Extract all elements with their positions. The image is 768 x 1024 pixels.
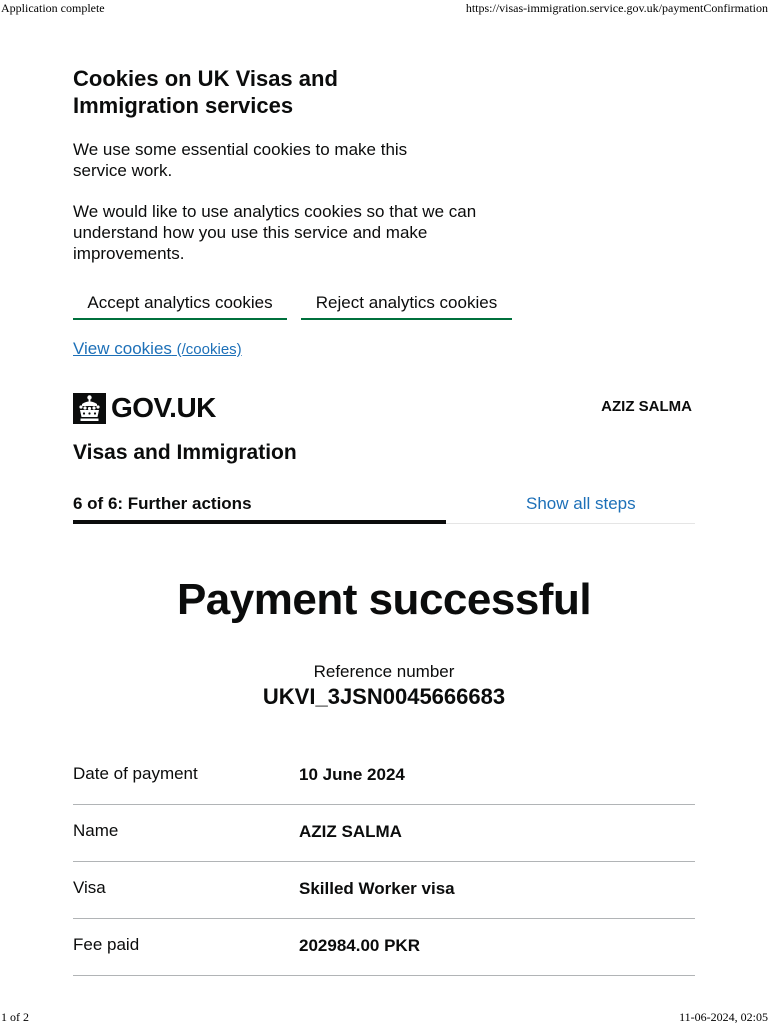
print-datetime: 11-06-2024, 02:05 bbox=[679, 1010, 768, 1024]
summary-row-visa bbox=[73, 862, 695, 919]
accept-analytics-cookies-button[interactable]: Accept analytics cookies bbox=[73, 288, 287, 320]
reference-number-value: UKVI_3JSN0045666683 bbox=[262, 684, 506, 709]
view-cookies-link[interactable] bbox=[73, 339, 242, 359]
step-progress-fill bbox=[73, 520, 446, 524]
step-progress-label: 6 of 6: Further actions bbox=[73, 494, 252, 513]
crown-icon bbox=[73, 393, 106, 424]
cookie-banner-paragraph-2: We would like to use analytics cookies so that we can understand how you use this service and make improvements. bbox=[73, 202, 477, 263]
page-title: Payment successful bbox=[176, 575, 592, 624]
summary-value: 10 June 2024 bbox=[299, 765, 405, 784]
reference-number-label: Reference number bbox=[313, 662, 455, 681]
show-all-steps-link[interactable]: Show all steps bbox=[526, 494, 636, 513]
summary-key: Name bbox=[73, 821, 119, 840]
service-name: Visas and Immigration bbox=[73, 441, 297, 464]
summary-value: AZIZ SALMA bbox=[299, 822, 402, 841]
govuk-logo-link[interactable] bbox=[73, 392, 216, 424]
summary-row-fee-paid bbox=[73, 919, 695, 976]
view-cookies-link-path: (/cookies) bbox=[176, 341, 242, 358]
summary-key: Visa bbox=[73, 878, 106, 897]
view-cookies-link-text: View cookies bbox=[73, 339, 172, 358]
summary-key: Date of payment bbox=[73, 764, 198, 783]
print-page-count: 1 of 2 bbox=[1, 1010, 29, 1024]
summary-row-name bbox=[73, 805, 695, 862]
print-page-title: Application complete bbox=[1, 1, 105, 15]
cookie-banner-paragraph-1: We use some essential cookies to make this service work. bbox=[73, 140, 408, 180]
payment-summary-list bbox=[73, 748, 695, 976]
reject-analytics-cookies-button[interactable]: Reject analytics cookies bbox=[301, 288, 512, 320]
govuk-logo-text: GOV.UK bbox=[111, 392, 216, 423]
summary-value: Skilled Worker visa bbox=[299, 879, 455, 898]
summary-row-date-of-payment bbox=[73, 748, 695, 805]
summary-value: 202984.00 PKR bbox=[299, 936, 420, 955]
print-url: https://visas-immigration.service.gov.uk/paymentConfirmation bbox=[465, 1, 768, 15]
summary-key: Fee paid bbox=[73, 935, 140, 954]
cookie-banner-title: Cookies on UK Visas and Immigration services bbox=[73, 66, 338, 118]
signed-in-user-name: AZIZ SALMA bbox=[601, 398, 692, 415]
